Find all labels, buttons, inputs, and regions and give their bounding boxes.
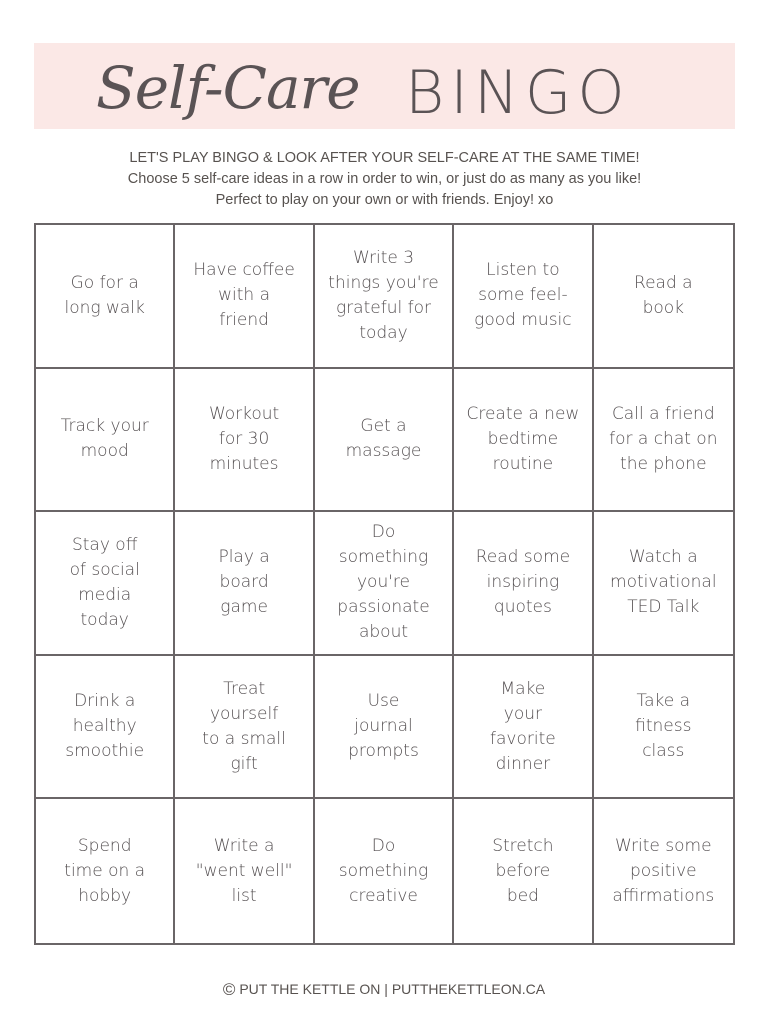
bingo-cell [594,225,733,369]
bingo-cell-label: Listen to some feel- good music [474,260,572,331]
intro-line: Perfect to play on your own or with friends. Enjoy! xo [215,192,554,208]
footer-text: PUT THE KETTLE ON | PUTTHEKETTLEON.CA [239,981,546,997]
bingo-cell-label: Create a new bedtime routine [466,403,580,474]
bingo-cell-label: Write 3 things you're grateful for today [328,247,439,343]
bingo-cell [594,512,733,656]
intro-line: LET'S PLAY BINGO & LOOK AFTER YOUR SELF-CARE AT THE SAME TIME! [129,150,640,166]
intro-line: Choose 5 self-care ideas in a row in order to win, or just do as many as you like! [127,171,642,187]
bingo-cell-label: Stretch before bed [492,835,554,906]
bingo-cell [454,799,593,943]
bingo-cell-label: Stay off of social media today [69,534,140,630]
bingo-cell-label: Do something you're passionate about [337,522,430,643]
bingo-cell [36,799,175,943]
bingo-cell-label: Track your mood [60,416,149,462]
bingo-cell [454,225,593,369]
bingo-cell-label: Workout for 30 minutes [208,403,280,474]
bingo-cell-label: Write a "went well" list [195,835,293,906]
bingo-cell [594,656,733,800]
bingo-cell [175,656,314,800]
copyright-icon: © [222,980,236,999]
page-title-bingo: BINGO [405,58,631,128]
bingo-cell [36,512,175,656]
intro-text [34,148,735,211]
bingo-cell [315,656,454,800]
bingo-cell-label: Watch a motivational TED Talk [610,547,717,618]
bingo-cell [175,512,314,656]
bingo-cell [36,225,175,369]
bingo-cell [315,369,454,513]
bingo-cell-label: Use journal prompts [348,691,419,762]
bingo-cell-label: Make your favorite dinner [490,678,556,774]
bingo-cell-label: Read some inspiring quotes [475,547,571,618]
bingo-cell-label: Call a friend for a chat on the phone [609,403,718,474]
bingo-cell [454,369,593,513]
bingo-cell-label: Treat yourself to a small gift [202,678,286,774]
bingo-cell [454,512,593,656]
bingo-cell [315,225,454,369]
bingo-cell-label: Spend time on a hobby [64,835,146,906]
bingo-cell-label: Read a book [634,272,693,318]
bingo-cell [594,369,733,513]
bingo-cell-label: Take a fitness class [635,691,692,762]
bingo-cell [175,369,314,513]
bingo-cell [36,656,175,800]
page-title-script: Self-Care [96,54,360,122]
bingo-cell-label: Drink a healthy smoothie [65,691,145,762]
bingo-cell [594,799,733,943]
bingo-cell [315,512,454,656]
footer-credit [0,980,768,1000]
bingo-cell-label: Have coffee with a friend [193,260,295,331]
bingo-cell-label: Play a board game [218,547,270,618]
bingo-cell [36,369,175,513]
bingo-grid [34,223,735,945]
bingo-cell [175,225,314,369]
bingo-cell-label: Do something creative [338,835,429,906]
bingo-cell [315,799,454,943]
bingo-cell-label: Go for a long walk [64,272,145,318]
bingo-cell [454,656,593,800]
bingo-cell [175,799,314,943]
bingo-cell-label: Get a massage [345,416,422,462]
bingo-cell-label: Write some positive affirmations [612,835,715,906]
